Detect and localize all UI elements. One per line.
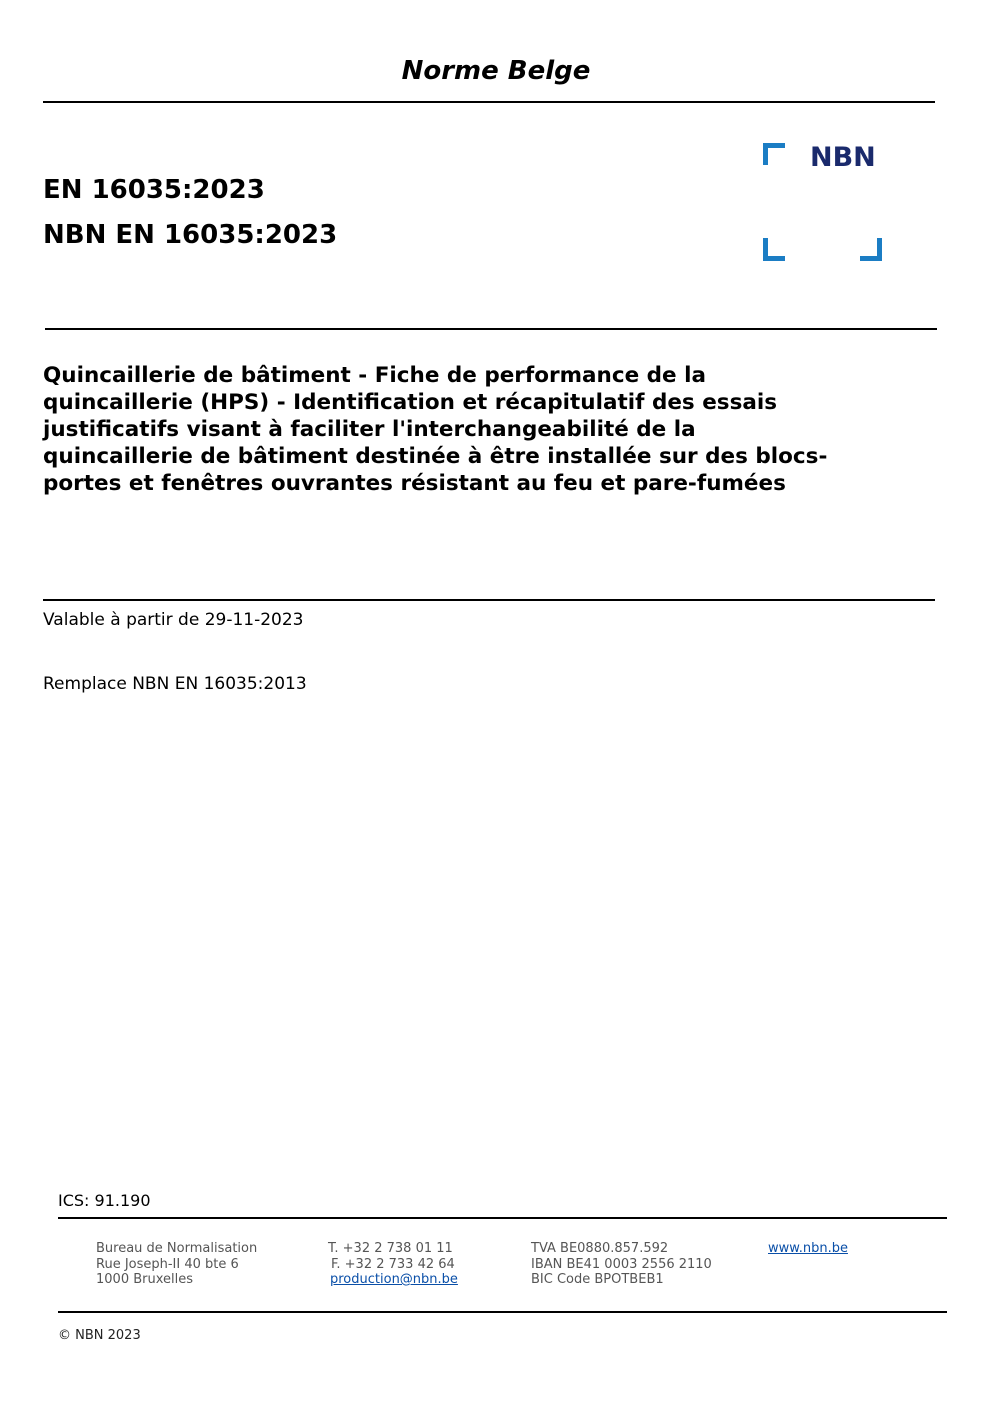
iban-number: IBAN BE41 0003 2556 2110 [531,1256,712,1272]
title-divider-top [45,328,937,330]
address-line: Rue Joseph-II 40 bte 6 [96,1256,239,1272]
bic-code: BIC Code BPOTBEB1 [531,1272,664,1287]
address-line: 1000 Bruxelles [96,1272,194,1287]
page-header-title: Norme Belge [401,56,591,86]
phone-number: T. +32 2 738 01 11 [328,1241,453,1256]
document-title: Quincaillerie de bâtiment - Fiche de performance de la quincaillerie (HPS) - Identification et récapitulatif des essais justificatifs visant à faciliter l'interchangeabilité de la quincaillerie de bâtiment destinée à être installée sur des blocs-portes et fenêtres ouvrantes résistant au feu et pare-fumées [43,363,828,496]
address-line: Bureau de Normalisation [96,1241,258,1256]
fax-number: F. +32 2 733 42 64 [331,1256,455,1272]
website-link[interactable]: www.nbn.be [768,1241,848,1256]
ics-code: ICS: 91.190 [58,1191,151,1210]
nbn-logo-text: NBN [810,142,876,173]
header-divider [43,101,935,103]
en-reference: EN 16035:2023 [43,175,265,205]
footer-divider-bottom [58,1311,947,1313]
footer-website [768,1241,848,1257]
valid-from: Valable à partir de 29-11-2023 [43,610,304,630]
nbn-reference: NBN EN 16035:2023 [43,220,338,250]
footer-bank [531,1241,712,1288]
footer-contact [328,1241,458,1288]
copyright-notice: © NBN 2023 [58,1328,141,1343]
footer-divider-top [58,1217,947,1219]
title-divider-bottom [43,599,935,601]
vat-number: TVA BE0880.857.592 [531,1241,669,1256]
nbn-logo [761,141,885,265]
replaces-note: Remplace NBN EN 16035:2013 [43,674,307,694]
footer-address [96,1241,257,1288]
email-link[interactable]: production@nbn.be [330,1272,458,1287]
